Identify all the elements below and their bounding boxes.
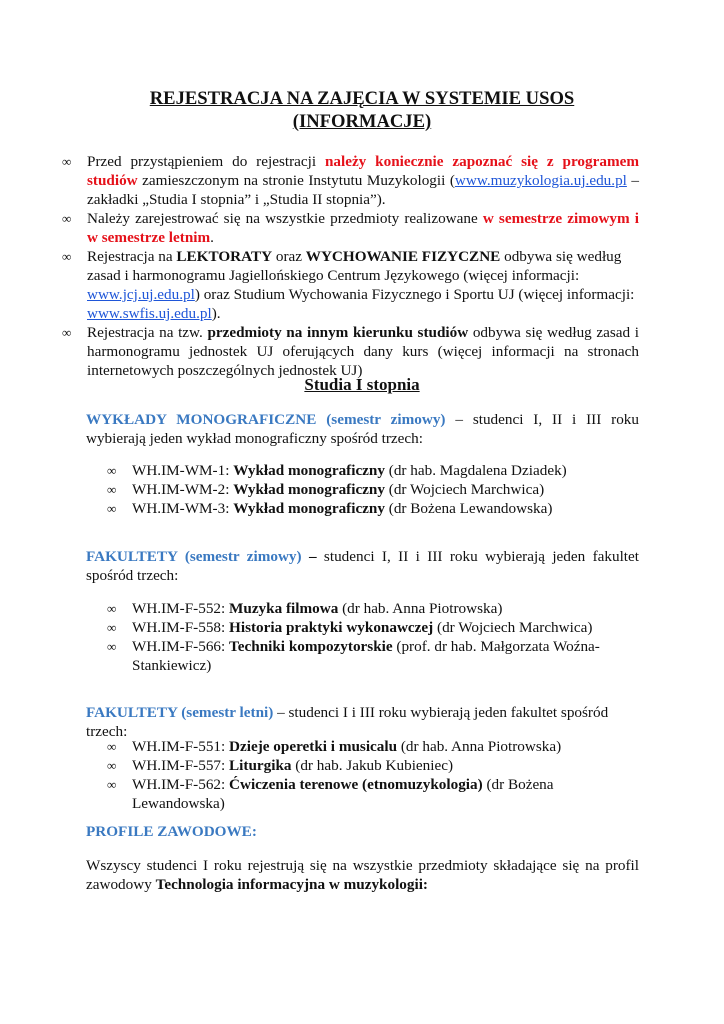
muzykologia-link[interactable]: www.muzykologia.uj.edu.pl bbox=[454, 172, 627, 189]
swfis-link[interactable]: www.swfis.uj.edu.pl bbox=[87, 305, 212, 322]
page-title bbox=[86, 87, 638, 133]
fakultety-letni-list bbox=[107, 737, 639, 813]
wyklady-intro: WYKŁADY MONOGRAFICZNE (semestr zimowy) – studenci I, II i III roku wybierają jeden wykład monograficzny spośród trzech: bbox=[86, 411, 639, 447]
intro-item: ∞ Przed przystąpieniem do rejestracji należy koniecznie zapoznać się z programem studiów zamieszczonym na stronie Instytutu Muzykologii (www.muzykologia.uj.edu.pl – zakładki „Studia I stopnia” i „Studia II stopnia”). bbox=[62, 152, 639, 209]
fakultety-letni-intro: FAKULTETY (semestr letni) – studenci I i III roku wybierają jeden fakultet spośród trzech: bbox=[86, 704, 609, 740]
intro-item: ∞ Rejestracja na tzw. przedmioty na innym kierunku studiów odbywa się według zasad i harmonogramu jednostek UJ oferujących dany kurs (więcej informacji na stronach internetowych poszczególnych jednostek UJ) bbox=[62, 323, 639, 380]
list-item: ∞ WH.IM-F-566: Techniki kompozytorskie (prof. dr hab. Małgorzata Woźna-Stankiewicz) bbox=[107, 637, 639, 675]
wyklady-list bbox=[107, 461, 639, 518]
profile-text: Wszyscy studenci I roku rejestrują się na wszystkie przedmioty składające się na profil zawodowy Technologia informacyjna w muzykologii: bbox=[86, 857, 639, 893]
intro-item: ∞ Należy zarejestrować się na wszystkie przedmioty realizowane w semestrze zimowym i w semestrze letnim. bbox=[62, 209, 639, 247]
fakultety-zimowy-label: FAKULTETY (semestr zimowy) bbox=[86, 548, 302, 565]
title-line-1: REJESTRACJA NA ZAJĘCIA W SYSTEMIE USOS bbox=[149, 88, 575, 109]
list-item: ∞ WH.IM-WM-1: Wykład monograficzny (dr hab. Magdalena Dziadek) bbox=[107, 461, 639, 480]
title-line-2: (INFORMACJE) bbox=[292, 111, 432, 132]
fakultety-zimowy-list bbox=[107, 599, 639, 675]
list-item: ∞ WH.IM-F-551: Dzieje operetki i musicalu (dr hab. Anna Piotrowska) bbox=[107, 737, 639, 756]
list-item: ∞ WH.IM-F-562: Ćwiczenia terenowe (etnomuzykologia) (dr Bożena Lewandowska) bbox=[107, 775, 639, 813]
jcj-link[interactable]: www.jcj.uj.edu.pl bbox=[87, 286, 195, 303]
list-item: ∞ WH.IM-F-557: Liturgika (dr hab. Jakub Kubieniec) bbox=[107, 756, 639, 775]
list-item: ∞ WH.IM-WM-2: Wykład monograficzny (dr Wojciech Marchwica) bbox=[107, 480, 639, 499]
list-item: ∞ WH.IM-F-558: Historia praktyki wykonawczej (dr Wojciech Marchwica) bbox=[107, 618, 639, 637]
list-item: ∞ WH.IM-WM-3: Wykład monograficzny (dr Bożena Lewandowska) bbox=[107, 499, 639, 518]
fakultety-letni-label: FAKULTETY (semestr letni) bbox=[86, 704, 274, 721]
fakultety-zimowy-intro: FAKULTETY (semestr zimowy) – studenci I, II i III roku wybierają jeden fakultet spośród trzech: bbox=[86, 548, 639, 584]
wyklady-label: WYKŁADY MONOGRAFICZNE (semestr zimowy) bbox=[86, 411, 446, 428]
list-item: ∞ WH.IM-F-552: Muzyka filmowa (dr hab. Anna Piotrowska) bbox=[107, 599, 639, 618]
profile-heading: PROFILE ZAWODOWE: bbox=[86, 823, 257, 840]
intro-item: ∞ Rejestracja na LEKTORATY oraz WYCHOWANIE FIZYCZNE odbywa się według zasad i harmonogramu Jagiellońskiego Centrum Językowego (więcej informacji: www.jcj.uj.edu.pl) oraz Studium Wychowania Fizycznego i Sportu UJ (więcej informacji: www.swfis.uj.edu.pl). bbox=[62, 247, 639, 323]
intro-list bbox=[62, 152, 639, 380]
section-heading: Studia I stopnia bbox=[304, 375, 420, 394]
